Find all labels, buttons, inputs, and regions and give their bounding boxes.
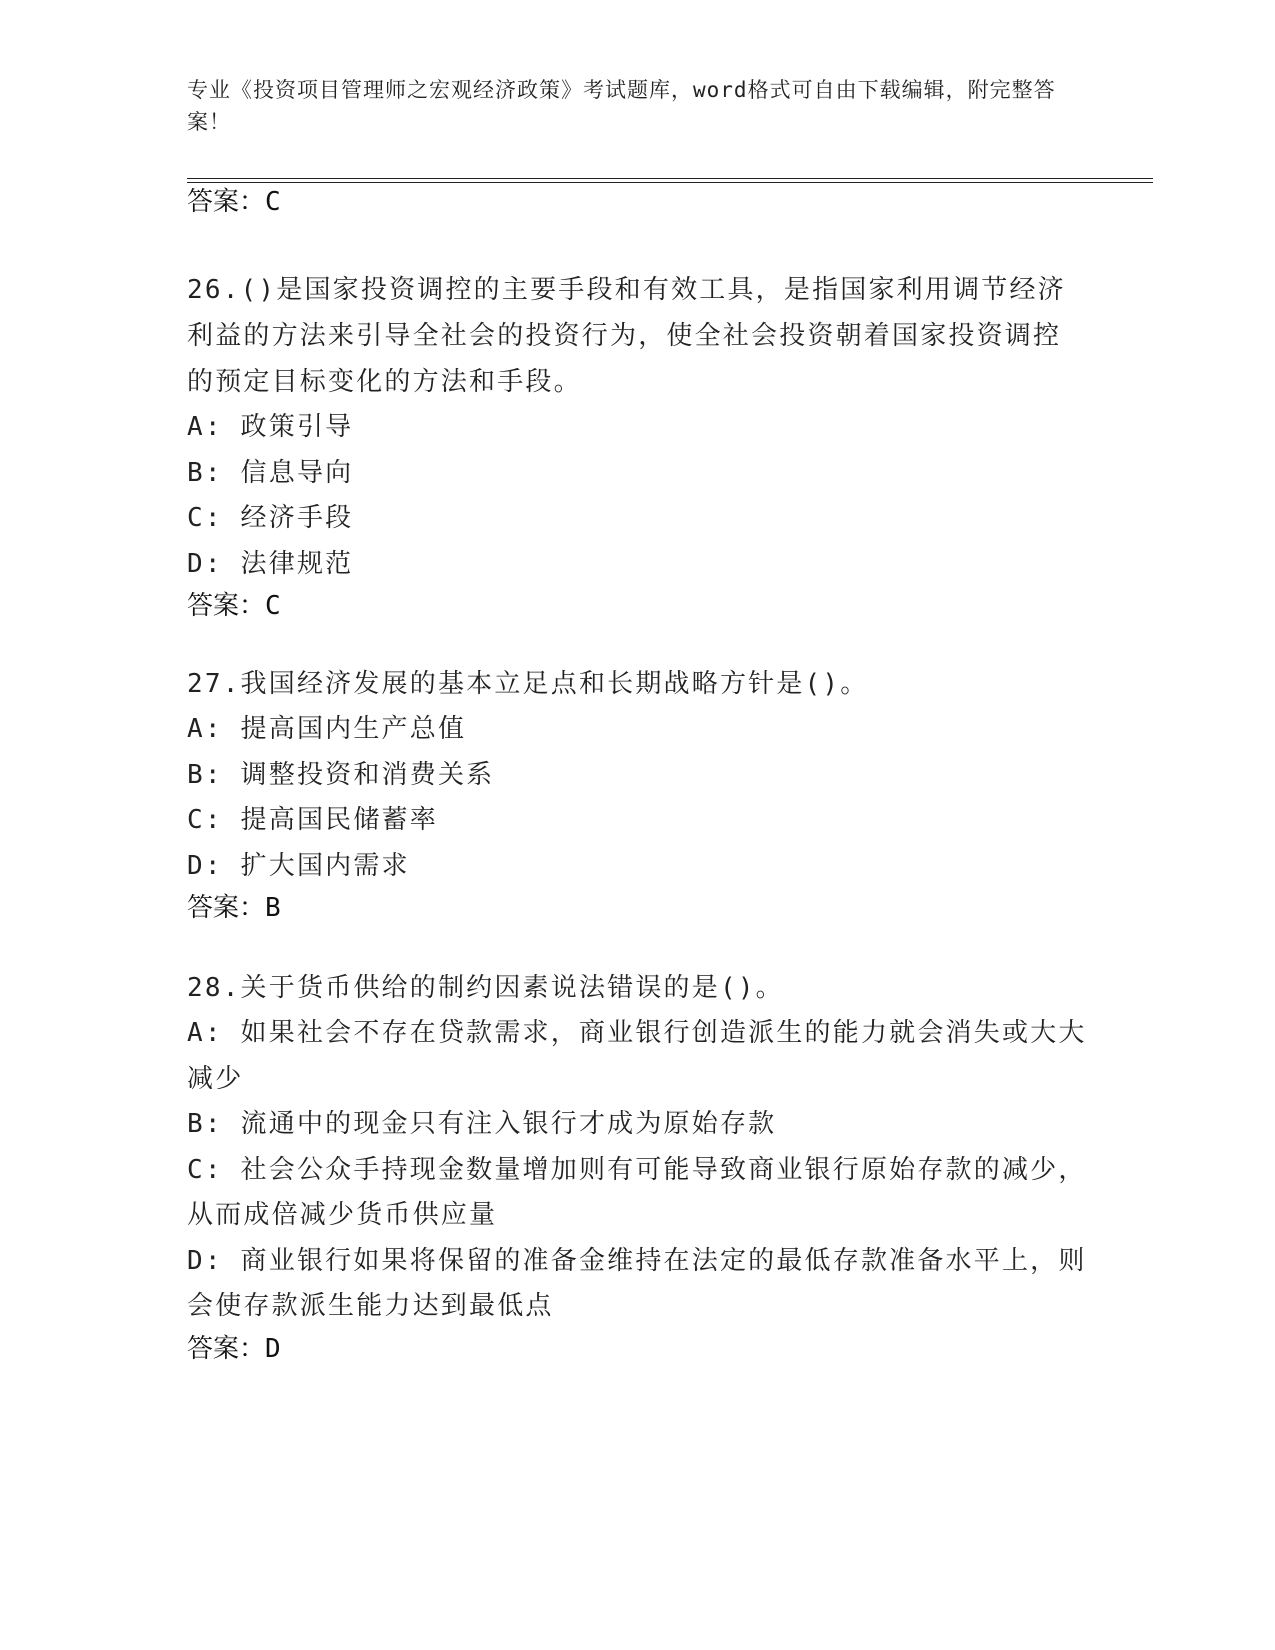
option-c: C: 社会公众手持现金数量增加则有可能导致商业银行原始存款的减少，从而成倍减少货币供应量: [187, 1154, 1087, 1230]
answer-value: B: [265, 893, 281, 923]
previous-answer: [187, 185, 1087, 219]
question-26: [187, 267, 1087, 623]
header-rule-bottom: [187, 182, 1153, 183]
option-a: A: 如果社会不存在贷款需求，商业银行创造派生的能力就会消失或大大减少: [187, 1018, 1087, 1094]
answer-label: 答案：: [187, 1333, 266, 1364]
option-b: B: 信息导向: [187, 457, 354, 488]
option-d: D: 商业银行如果将保留的准备金维持在法定的最低存款准备水平上，则会使存款派生能力达到最低点: [187, 1245, 1087, 1321]
question-answer: [187, 589, 1087, 623]
option-a: A: 提高国内生产总值: [187, 714, 467, 744]
question-stem: 26.()是国家投资调控的主要手段和有效工具，是指国家利用调节经济利益的方法来引导全社会的投资行为，使全社会投资朝着国家投资调控的预定目标变化的方法和手段。: [187, 275, 1066, 397]
question-27: [187, 661, 1087, 925]
answer-label: 答案：: [187, 893, 266, 923]
option-d: D: 扩大国内需求: [187, 850, 410, 881]
answer-value: C: [265, 187, 281, 217]
question-stem: 27.我国经济发展的基本立足点和长期战略方针是()。: [187, 669, 869, 699]
answer-label: 答案：: [187, 591, 266, 621]
question-28: [187, 965, 1087, 1366]
question-answer: [187, 891, 1087, 925]
document-header: 专业《投资项目管理师之宏观经济政策》考试题库，word格式可自由下载编辑，附完整答案！: [187, 78, 1056, 134]
question-stem: 28.关于货币供给的制约因素说法错误的是()。: [187, 973, 784, 1003]
header-rule-top: [187, 178, 1153, 179]
option-a: A: 政策引导: [187, 412, 354, 442]
answer-value: D: [265, 1333, 281, 1364]
option-d: D: 法律规范: [187, 548, 354, 579]
option-c: C: 经济手段: [187, 503, 354, 533]
answer-value: C: [265, 591, 281, 621]
question-answer: [187, 1332, 1087, 1366]
option-b: B: 调整投资和消费关系: [187, 759, 495, 790]
answer-label: 答案：: [187, 187, 266, 217]
option-b: B: 流通中的现金只有注入银行才成为原始存款: [187, 1109, 777, 1139]
option-c: C: 提高国民储蓄率: [187, 805, 438, 835]
